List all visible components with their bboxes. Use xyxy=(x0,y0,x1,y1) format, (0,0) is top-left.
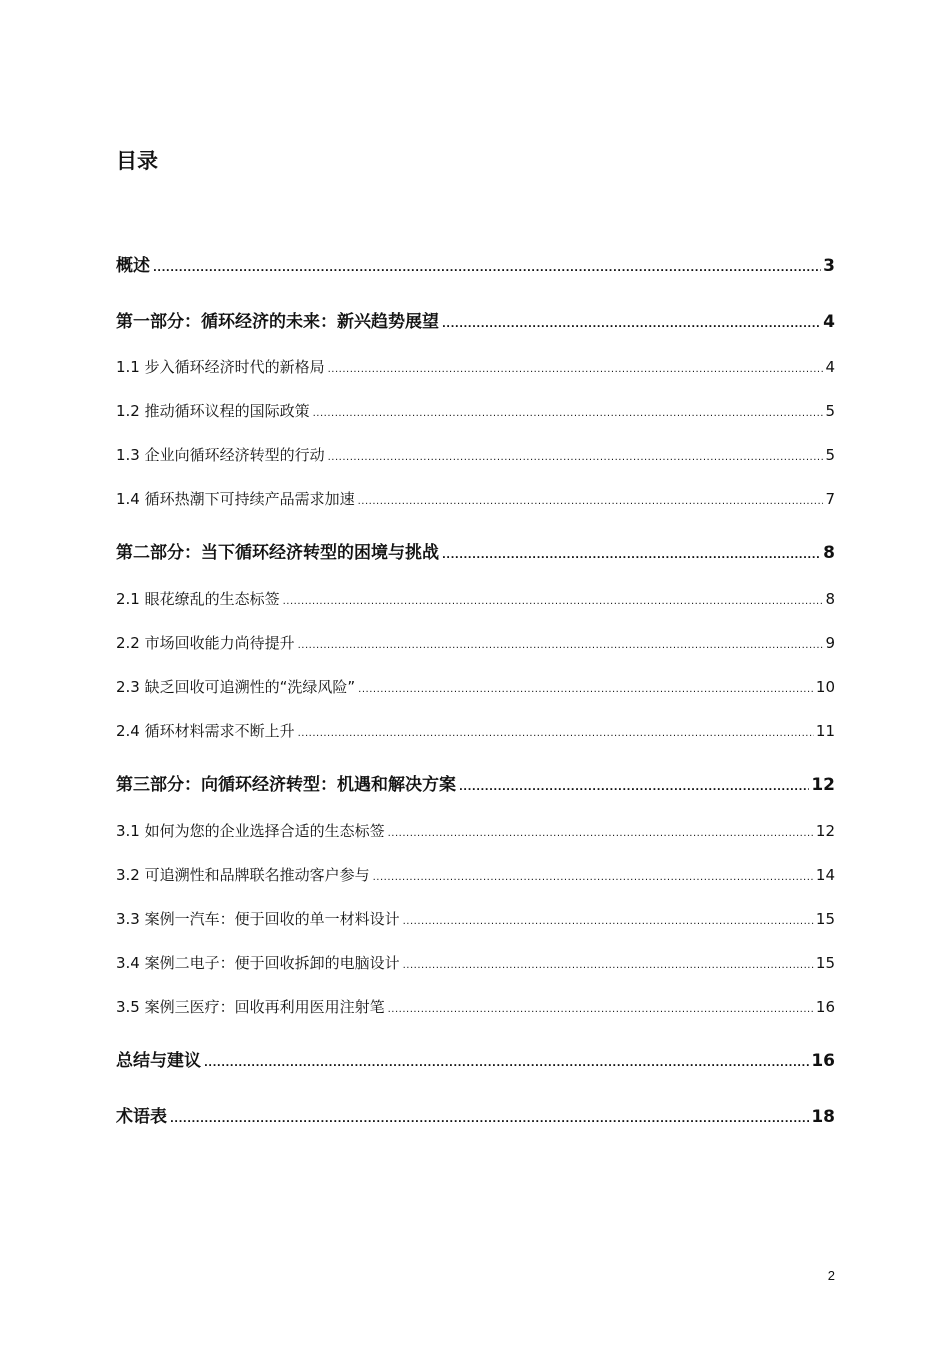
toc-dot-leader xyxy=(358,679,814,701)
toc-entry-label: 3.4 案例二电子：便于回收拆卸的电脑设计 xyxy=(116,954,400,972)
toc-entry-3-4[interactable] xyxy=(116,952,835,974)
toc-entry-3-2[interactable] xyxy=(116,864,835,886)
toc-entry-page: 7 xyxy=(825,490,835,508)
toc-entry-1-3[interactable] xyxy=(116,444,835,466)
toc-entry-page: 10 xyxy=(815,678,835,696)
toc-entry-2-1[interactable] xyxy=(116,588,835,610)
toc-entry-part-2[interactable] xyxy=(116,541,835,565)
toc-entry-page: 5 xyxy=(825,446,835,464)
toc-dot-leader xyxy=(388,823,814,845)
toc-dot-leader xyxy=(459,776,809,800)
toc-entry-2-4[interactable] xyxy=(116,720,835,742)
toc-entry-page: 14 xyxy=(815,866,835,884)
toc-entry-label: 1.2 推动循环议程的国际政策 xyxy=(116,402,310,420)
toc-entry-label: 2.1 眼花缭乱的生态标签 xyxy=(116,590,280,608)
toc-dot-leader xyxy=(170,1108,809,1132)
toc-dot-leader xyxy=(283,591,824,613)
toc-entry-label: 第三部分：向循环经济转型：机遇和解决方案 xyxy=(116,775,456,795)
toc-entry-label: 2.2 市场回收能力尚待提升 xyxy=(116,634,295,652)
toc-entry-page: 16 xyxy=(811,1051,835,1071)
toc-entry-page: 4 xyxy=(825,358,835,376)
toc-dot-leader xyxy=(153,257,821,281)
toc-entry-3-3[interactable] xyxy=(116,908,835,930)
toc-entry-page: 16 xyxy=(815,998,835,1016)
toc-dot-leader xyxy=(403,911,814,933)
toc-entry-page: 12 xyxy=(811,775,835,795)
toc-entry-page: 11 xyxy=(815,722,835,740)
toc-entry-label: 术语表 xyxy=(116,1107,167,1127)
toc-entry-page: 12 xyxy=(815,822,835,840)
toc-entry-1-1[interactable] xyxy=(116,356,835,378)
toc-entry-label: 1.1 步入循环经济时代的新格局 xyxy=(116,358,325,376)
toc-entry-page: 8 xyxy=(823,543,835,563)
toc-title: 目录 xyxy=(116,149,158,173)
toc-dot-leader xyxy=(442,313,821,337)
toc-dot-leader xyxy=(204,1052,809,1076)
toc-entry-page: 4 xyxy=(823,312,835,332)
toc-entry-page: 5 xyxy=(825,402,835,420)
toc-entry-label: 3.3 案例一汽车：便于回收的单一材料设计 xyxy=(116,910,400,928)
toc-dot-leader xyxy=(373,867,814,889)
toc-entry-label: 2.3 缺乏回收可追溯性的“洗绿风险” xyxy=(116,678,356,696)
toc-dot-leader xyxy=(313,403,824,425)
toc-entry-label: 3.1 如何为您的企业选择合适的生态标签 xyxy=(116,822,385,840)
toc-dot-leader xyxy=(388,999,814,1021)
toc-entry-label: 3.2 可追溯性和品牌联名推动客户参与 xyxy=(116,866,370,884)
toc-entry-overview[interactable] xyxy=(116,254,835,278)
toc-entry-label: 2.4 循环材料需求不断上升 xyxy=(116,722,295,740)
toc-entry-label: 第二部分：当下循环经济转型的困境与挑战 xyxy=(116,543,439,563)
toc-entry-label: 第一部分：循环经济的未来：新兴趋势展望 xyxy=(116,312,439,332)
toc-entry-2-2[interactable] xyxy=(116,632,835,654)
toc-entry-label: 概述 xyxy=(116,256,150,276)
toc-entry-page: 3 xyxy=(823,256,835,276)
toc-entry-page: 8 xyxy=(825,590,835,608)
toc-dot-leader xyxy=(442,544,821,568)
page-number: 2 xyxy=(827,1268,835,1283)
toc-dot-leader xyxy=(403,955,814,977)
toc-entry-3-1[interactable] xyxy=(116,820,835,842)
toc-entry-label: 1.3 企业向循环经济转型的行动 xyxy=(116,446,325,464)
toc-entry-label: 1.4 循环热潮下可持续产品需求加速 xyxy=(116,490,355,508)
toc-entry-1-2[interactable] xyxy=(116,400,835,422)
toc-dot-leader xyxy=(298,723,814,745)
toc-dot-leader xyxy=(328,447,824,469)
toc-entry-1-4[interactable] xyxy=(116,488,835,510)
toc-entry-page: 15 xyxy=(815,954,835,972)
toc-entry-summary[interactable] xyxy=(116,1049,835,1073)
toc-entry-page: 15 xyxy=(815,910,835,928)
toc-dot-leader xyxy=(328,359,824,381)
toc-entry-3-5[interactable] xyxy=(116,996,835,1018)
toc-dot-leader xyxy=(298,635,824,657)
toc-entry-label: 3.5 案例三医疗：回收再利用医用注射笔 xyxy=(116,998,385,1016)
toc-dot-leader xyxy=(358,491,824,513)
toc-entry-part-1[interactable] xyxy=(116,310,835,334)
toc-entry-2-3[interactable] xyxy=(116,676,835,698)
toc-entry-part-3[interactable] xyxy=(116,773,835,797)
toc-entry-glossary[interactable] xyxy=(116,1105,835,1129)
toc-entry-page: 18 xyxy=(811,1107,835,1127)
toc-entry-label: 总结与建议 xyxy=(116,1051,201,1071)
toc-entry-page: 9 xyxy=(825,634,835,652)
